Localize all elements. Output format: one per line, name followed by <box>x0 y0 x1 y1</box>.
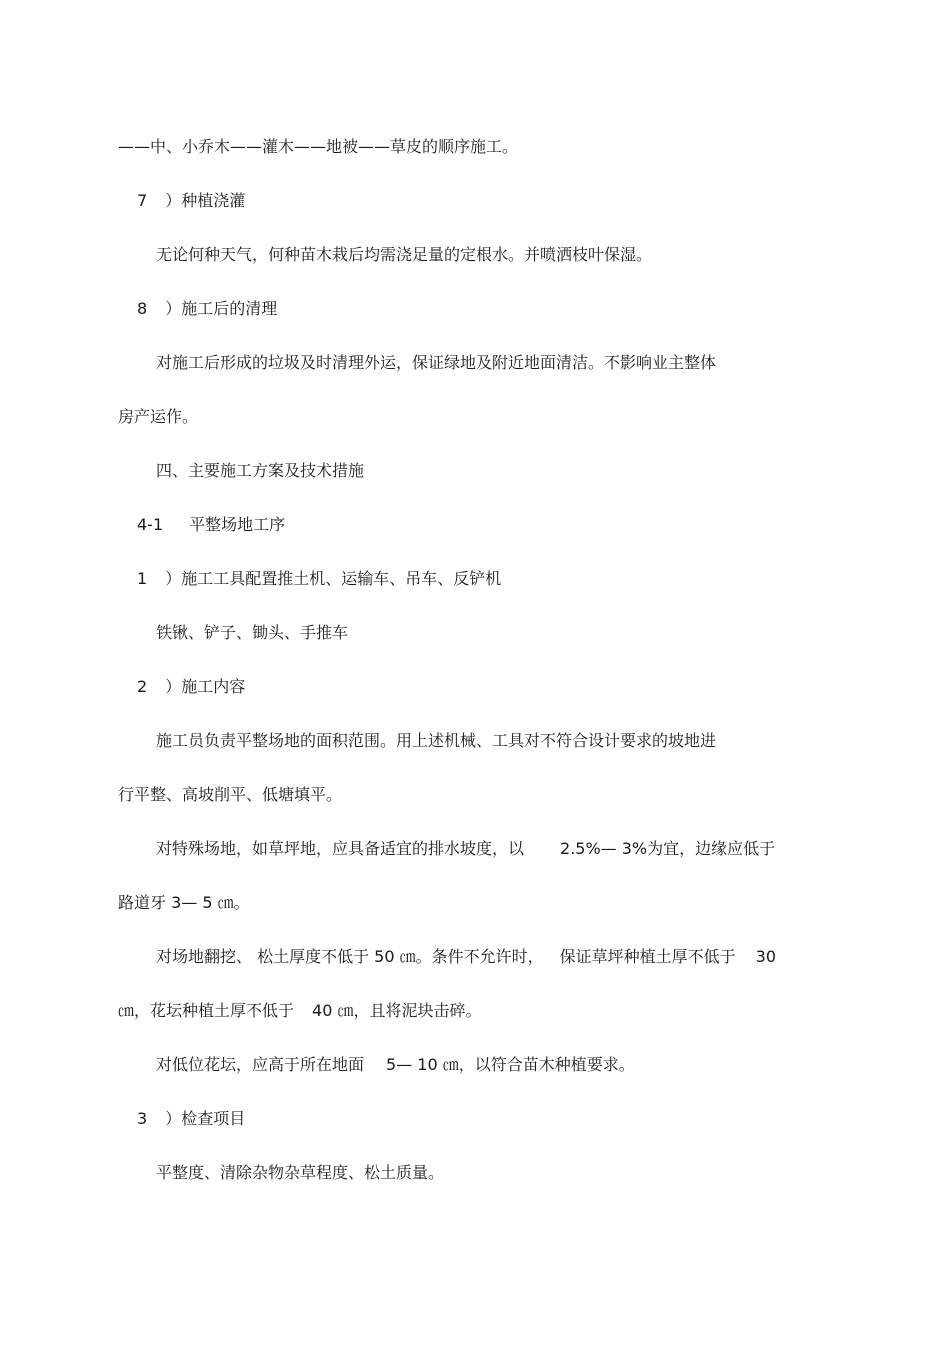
section-heading: 四、主要施工方案及技术措施 <box>156 461 365 480</box>
list-heading-8 <box>137 298 277 320</box>
list-heading-text: ）施工后的清理 <box>165 299 278 318</box>
list-number: 8 <box>137 299 148 318</box>
subsection-heading <box>137 514 285 536</box>
paragraph-continuation: 房产运作。 <box>118 407 199 426</box>
paragraph: 对施工后形成的垃圾及时清理外运，保证绿地及附近地面清洁。不影响业主整体 <box>156 353 717 372</box>
list-heading-7 <box>137 190 245 212</box>
list-heading-1 <box>137 568 501 590</box>
paragraph-continuation: 路道牙 3— 5 ㎝。 <box>118 893 250 912</box>
list-number: 1 <box>137 569 148 588</box>
list-heading-text: ）种植浇灌 <box>165 191 246 210</box>
list-number: 2 <box>137 677 148 696</box>
subsection-title: 平整场地工序 <box>189 515 286 534</box>
list-heading-text: ）检查项目 <box>165 1109 246 1128</box>
paragraph: 对特殊场地，如草坪地，应具备适宜的排水坡度，以 2.5%— 3%为宜，边缘应低于 <box>156 839 776 858</box>
paragraph: 施工员负责平整场地的面积范围。用上述机械、工具对不符合设计要求的坡地进 <box>156 731 717 750</box>
paragraph: 无论何种天气，何种苗木栽后均需浇足量的定根水。并喷洒枝叶保湿。 <box>156 245 653 264</box>
text-line: ——中、小乔木——灌木——地被——草皮的顺序施工。 <box>118 137 519 156</box>
paragraph-continuation: ㎝，花坛种植土厚不低于 40 ㎝，且将泥块击碎。 <box>118 1001 482 1020</box>
list-number: 7 <box>137 191 148 210</box>
list-heading-2 <box>137 676 245 698</box>
list-heading-text: ）施工内容 <box>165 677 246 696</box>
paragraph-continuation: 行平整、高坡削平、低塘填平。 <box>118 785 343 804</box>
paragraph: 平整度、清除杂物杂草程度、松土质量。 <box>156 1163 445 1182</box>
section-number: 4-1 <box>137 515 164 534</box>
list-heading-3 <box>137 1108 245 1130</box>
paragraph: 对场地翻挖、 松土厚度不低于 50 ㎝。条件不允许时， 保证草坪种植土厚不低于 30 <box>156 947 776 966</box>
paragraph: 对低位花坛，应高于所在地面 5— 10 ㎝，以符合苗木种植要求。 <box>156 1055 635 1074</box>
paragraph: 铁锹、铲子、锄头、手推车 <box>156 623 349 642</box>
list-number: 3 <box>137 1109 148 1128</box>
list-heading-text: ）施工工具配置推土机、运输车、吊车、反铲机 <box>165 569 502 588</box>
